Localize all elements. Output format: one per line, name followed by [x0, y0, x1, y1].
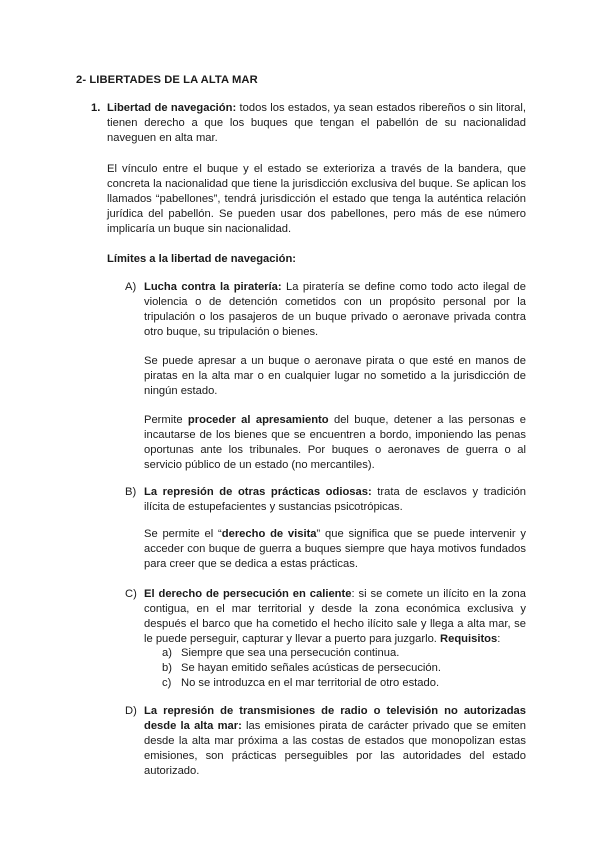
limit-d-letter: D) [125, 705, 137, 717]
limit-a-paragraph [144, 280, 526, 340]
item1-heading: Libertad de navegación: [107, 102, 237, 114]
limit-b-p2-bold: derecho de visita [221, 528, 317, 540]
requirement-text: No se introduzca en el mar territorial de otro estado. [181, 677, 440, 689]
limit-d-paragraph [144, 704, 526, 779]
limit-b-heading: La represión de otras prácticas odiosas: [144, 486, 372, 498]
limit-a-paragraph-3 [144, 413, 526, 473]
limit-c-letter: C) [125, 588, 137, 600]
limit-c-paragraph [144, 587, 526, 647]
limit-b-p2-post: ” que significa que se puede intervenir y acceder con buque de guerra a buques siempre que haya motivos fundados para creer que se dedica a estas prácticas. [144, 528, 526, 571]
limit-a-p3-post: del buque, detener a las personas e incautarse de los bienes que se encuentren a bordo, imponiendo las penas oportunas ante los tribunales. Por buques o aeronaves de guerra o al servicio público de un estado (no mercantiles). [144, 414, 527, 472]
limit-b-text: trata de esclavos y tradición ilícita de estupefacientes y sustancias psicotrópicas. [144, 486, 526, 514]
requirement-letter: b) [162, 662, 172, 674]
limit-b-paragraph [144, 485, 526, 515]
limit-d-heading: La represión de transmisiones de radio o televisión no autorizadas desde la alta mar: [144, 705, 526, 733]
limit-a-text: La piratería se define como todo acto ilegal de violencia o de detención cometidos con un propósito personal por la tripulación o los pasajeros de un buque privado o aeronave privada contra otro buque, su tripulación o bienes. [144, 281, 526, 339]
item1-text: todos los estados, ya sean estados ribereños o sin litoral, tienen derecho a que los buques que tengan el pabellón de su nacionalidad naveguen en alta mar. [107, 102, 526, 145]
item-number: 1. [91, 102, 101, 114]
item1-paragraph [107, 101, 526, 146]
requirement-text: Siempre que sea una persecución continua. [181, 647, 400, 659]
limit-c-text: : si se comete un ilícito en la zona contigua, en el mar territorial y desde la zona económica exclusiva y después el barco que ha cometido el hecho ilícito sale y llega a alta mar, se le puede perseguir, capturar y llevar a puerto para juzgarlo. [144, 588, 526, 646]
limit-b-p2-pre: Se permite el “ [144, 528, 222, 540]
limit-c-heading: El derecho de persecución en caliente [144, 588, 352, 600]
limit-a-heading: Lucha contra la piratería: [144, 281, 282, 293]
limit-c-requisitos-colon: : [497, 633, 501, 646]
section-title: 2- LIBERTADES DE LA ALTA MAR [76, 74, 258, 86]
requirement-letter: a) [162, 647, 172, 659]
limit-a-p3-bold: proceder al apresamiento [187, 414, 329, 426]
limits-heading: Límites a la libertad de navegación: [107, 253, 297, 265]
requirement-text: Se hayan emitido señales acústicas de persecución. [181, 662, 441, 674]
limit-b-paragraph-2 [144, 527, 526, 572]
limit-d-text: las emisiones pirata de carácter privado que se emiten desde la alta mar próxima a las costas de estados que monopolizan estas emisiones, son prácticas perseguibles por las autoridades del estado autorizado. [144, 720, 526, 778]
limit-a-paragraph-2: Se puede apresar a un buque o aeronave pirata o que esté en manos de piratas en la alta mar o en cualquier lugar no sometido a la jurisdicción de ningún estado. [144, 355, 526, 398]
limit-a-letter: A) [125, 281, 137, 293]
limit-a-p3-pre: Permite [144, 414, 188, 426]
limit-c-requisitos: Requisitos [440, 633, 498, 646]
item1-paragraph-2: El vínculo entre el buque y el estado se exterioriza a través de la bandera, que concreta la nacionalidad que tiene la jurisdicción exclusiva del buque. Se aplican los llamados “pabellones”, tendrá jurisdicción el estado que tenga la auténtica relación jurídica del pabellón. Se pueden usar dos pabellones, pero más de ese número implicaría un buque sin nacionalidad. [107, 163, 526, 236]
limit-b-letter: B) [125, 486, 137, 498]
requirement-letter: c) [162, 677, 172, 689]
